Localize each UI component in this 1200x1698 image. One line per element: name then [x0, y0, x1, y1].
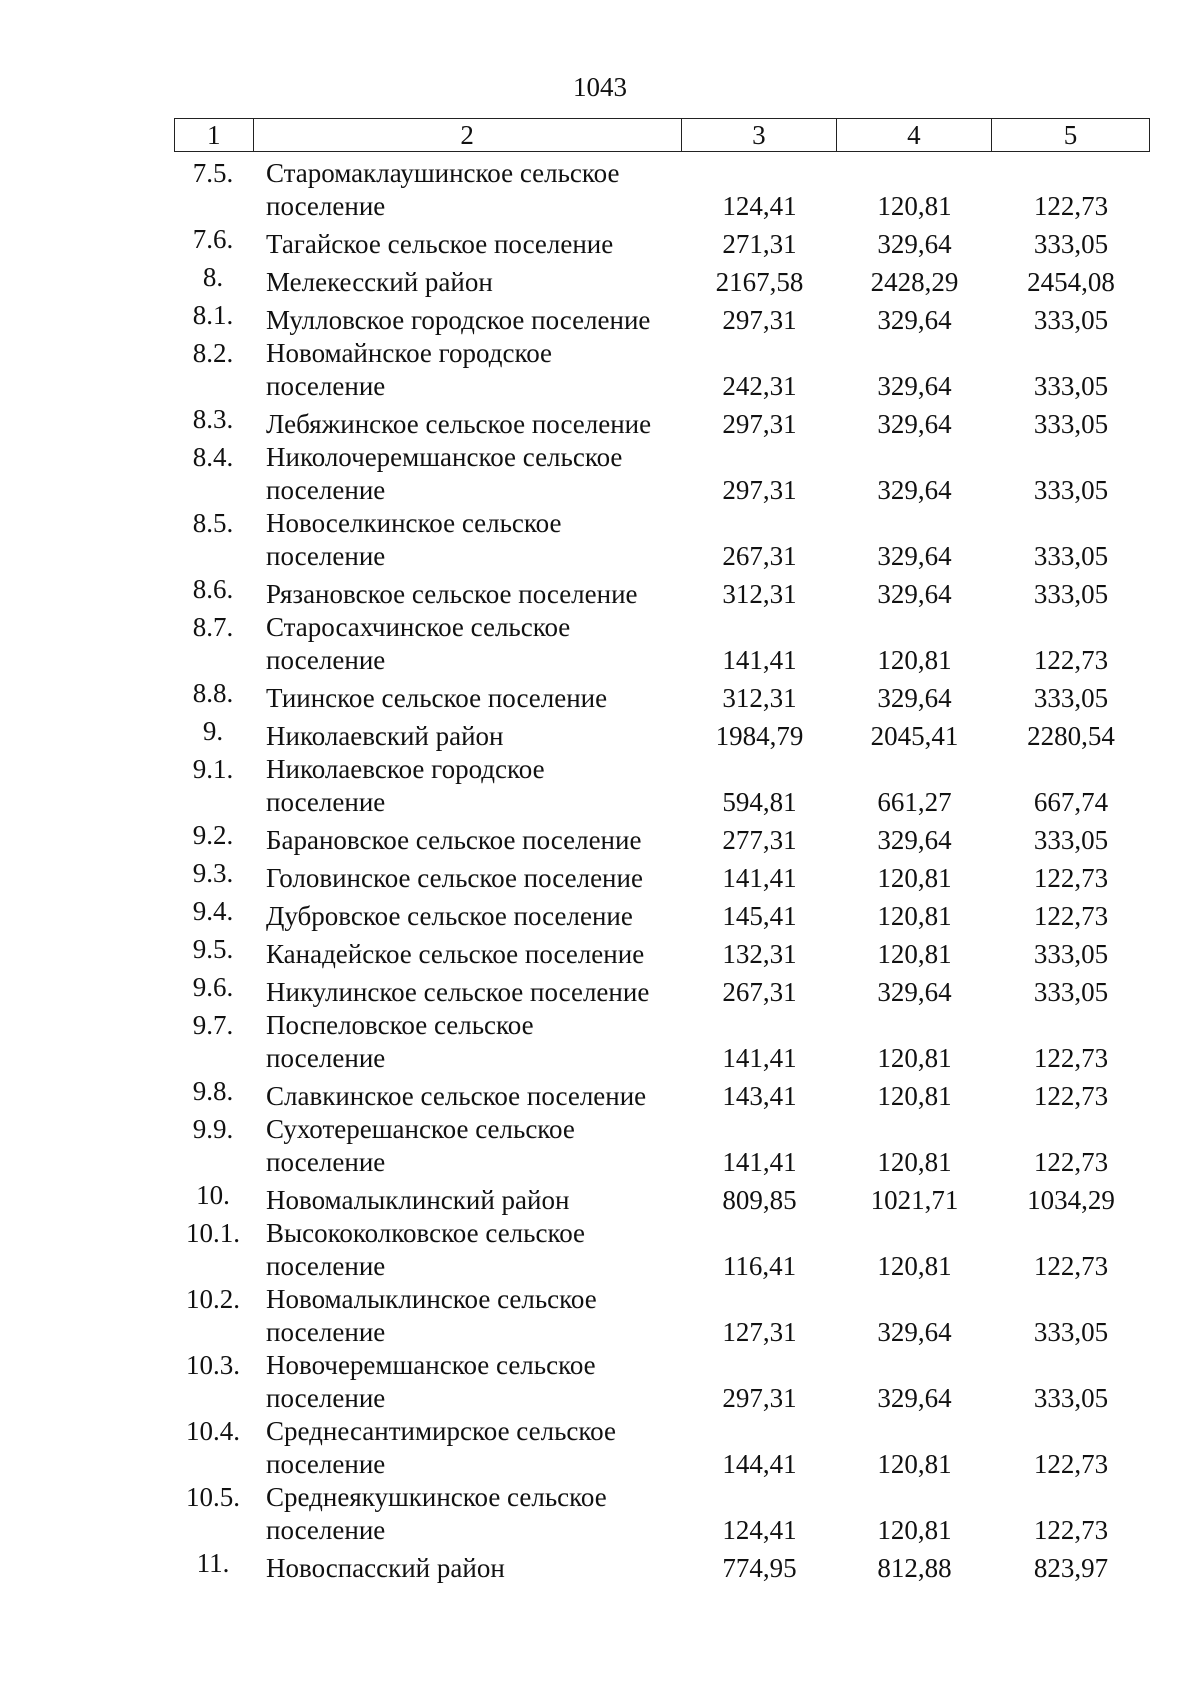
- table-row: [174, 1283, 1150, 1349]
- row-value-c5: 122,73: [1033, 1251, 1109, 1281]
- row-number: 9.1.: [192, 754, 234, 784]
- table-header: [174, 118, 1150, 152]
- row-value-c4: 120,81: [877, 901, 952, 931]
- row-number: 9.6.: [192, 972, 234, 1002]
- row-value-c5: 122,73: [1033, 1449, 1109, 1479]
- row-value-c3: 127,31: [722, 1317, 797, 1347]
- row-number: 8.1.: [192, 300, 234, 330]
- row-name-line: Николочеремшанское сельское: [266, 442, 623, 472]
- row-value-c5: 667,74: [1033, 787, 1109, 817]
- row-number: 9.: [202, 716, 224, 746]
- row-value-c3: 124,41: [722, 1515, 797, 1545]
- row-value-c4: 329,64: [877, 409, 952, 439]
- row-value-c5: 333,05: [1033, 939, 1109, 969]
- row-value-c4: 120,81: [877, 939, 952, 969]
- table-row: [174, 441, 1150, 507]
- row-value-c5: 333,05: [1033, 229, 1109, 259]
- row-name-line: поселение: [266, 371, 386, 401]
- row-name: [252, 1217, 682, 1283]
- row-value-c3: 297,31: [722, 305, 797, 335]
- row-number: 10.5.: [186, 1482, 240, 1512]
- row-value-c4: 1021,71: [870, 1185, 959, 1215]
- row-value-c3: 143,41: [722, 1081, 797, 1111]
- row-name-line: поселение: [266, 1383, 386, 1413]
- row-number: 10.3.: [186, 1350, 240, 1380]
- row-value-c4: 120,81: [877, 863, 952, 893]
- table-row: [174, 1217, 1150, 1283]
- row-value-c4: 2045,41: [870, 721, 959, 751]
- table-row: [174, 1179, 1150, 1217]
- row-value-c5: 1034,29: [1027, 1185, 1115, 1215]
- row-value-c3: 312,31: [722, 683, 797, 713]
- row-name: [252, 266, 682, 299]
- row-number: 8.3.: [192, 404, 234, 434]
- row-number: 7.6.: [192, 224, 234, 254]
- row-value-c5: 122,73: [1033, 1043, 1109, 1073]
- row-name: [252, 1552, 682, 1585]
- row-value-c3: 141,41: [722, 1147, 797, 1177]
- row-name-line: поселение: [266, 1251, 386, 1281]
- row-value-c4: 329,64: [877, 1317, 952, 1347]
- row-number: 10.: [196, 1180, 230, 1210]
- row-name-line: Новомалыклинское сельское: [266, 1284, 597, 1314]
- row-name-line: Новоспасский район: [266, 1553, 505, 1583]
- table-row: [174, 715, 1150, 753]
- row-name-line: Николаевский район: [266, 721, 504, 751]
- table-row: [174, 1415, 1150, 1481]
- row-value-c4: 120,81: [877, 1251, 952, 1281]
- row-value-c4: 329,64: [877, 977, 952, 1007]
- row-value-c3: 594,81: [722, 787, 797, 817]
- table-row: [174, 971, 1150, 1009]
- row-name: [252, 900, 682, 933]
- row-name: [252, 1481, 682, 1547]
- row-name-line: Среднеякушкинское сельское: [266, 1482, 607, 1512]
- row-name: [252, 1415, 682, 1481]
- row-number: 8.: [202, 262, 224, 292]
- row-name: [252, 611, 682, 677]
- row-number: 8.7.: [192, 612, 234, 642]
- row-name-line: Рязановское сельское поселение: [266, 579, 638, 609]
- page-number: 1043: [573, 72, 627, 102]
- row-name: [252, 157, 682, 223]
- table-row: [174, 157, 1150, 223]
- table-row: [174, 1349, 1150, 1415]
- row-value-c4: 120,81: [877, 191, 952, 221]
- row-value-c5: 333,05: [1033, 977, 1109, 1007]
- row-name-line: Мулловское городское поселение: [266, 305, 651, 335]
- row-value-c3: 242,31: [722, 371, 797, 401]
- row-value-c3: 312,31: [722, 579, 797, 609]
- row-name-line: Старомаклаушинское сельское: [266, 158, 620, 188]
- table-row: [174, 1547, 1150, 1585]
- table-row: [174, 611, 1150, 677]
- row-value-c4: 661,27: [877, 787, 952, 817]
- row-number: 11.: [196, 1548, 230, 1578]
- header-col-2: 2: [253, 119, 681, 152]
- row-value-c3: 267,31: [722, 977, 797, 1007]
- row-value-c3: 2167,58: [715, 267, 804, 297]
- row-value-c4: 329,64: [877, 683, 952, 713]
- row-name-line: поселение: [266, 645, 386, 675]
- row-value-c3: 144,41: [722, 1449, 797, 1479]
- table-row: [174, 895, 1150, 933]
- row-value-c5: 333,05: [1033, 825, 1109, 855]
- row-value-c5: 122,73: [1033, 901, 1109, 931]
- table-row: [174, 857, 1150, 895]
- row-value-c5: 333,05: [1033, 1317, 1109, 1347]
- row-value-c3: 145,41: [722, 901, 797, 931]
- row-value-c5: 333,05: [1033, 683, 1109, 713]
- row-number: 10.2.: [186, 1284, 240, 1314]
- row-value-c3: 809,85: [722, 1185, 797, 1215]
- row-value-c4: 120,81: [877, 1081, 952, 1111]
- table-row: [174, 261, 1150, 299]
- table-body: [174, 157, 1150, 1585]
- row-name-line: Мелекесский район: [266, 267, 493, 297]
- row-number: 8.5.: [192, 508, 234, 538]
- table-row: [174, 1481, 1150, 1547]
- row-value-c5: 122,73: [1033, 1515, 1109, 1545]
- row-value-c3: 297,31: [722, 1383, 797, 1413]
- row-number: 9.4.: [192, 896, 234, 926]
- row-number: 9.3.: [192, 858, 234, 888]
- row-name-line: Новочеремшанское сельское: [266, 1350, 596, 1380]
- row-value-c4: 120,81: [877, 1043, 952, 1073]
- row-name: [252, 304, 682, 337]
- row-name: [252, 578, 682, 611]
- row-name-line: Славкинское сельское поселение: [266, 1081, 647, 1111]
- row-value-c4: 120,81: [877, 1147, 952, 1177]
- row-value-c5: 333,05: [1033, 305, 1109, 335]
- row-number: 9.9.: [192, 1114, 234, 1144]
- row-value-c5: 122,73: [1033, 645, 1109, 675]
- row-name-line: поселение: [266, 1147, 386, 1177]
- row-name-line: Барановское сельское поселение: [266, 825, 642, 855]
- row-value-c4: 120,81: [877, 1449, 952, 1479]
- row-value-c5: 122,73: [1033, 1081, 1109, 1111]
- row-value-c3: 277,31: [722, 825, 797, 855]
- row-name-line: поселение: [266, 1449, 386, 1479]
- row-value-c3: 116,41: [722, 1251, 797, 1281]
- row-name: [252, 938, 682, 971]
- table-row: [174, 1009, 1150, 1075]
- row-value-c3: 297,31: [722, 475, 797, 505]
- row-name-line: Новомалыклинский район: [266, 1185, 570, 1215]
- row-name: [252, 753, 682, 819]
- row-number: 7.5.: [192, 158, 234, 188]
- table-row: [174, 1075, 1150, 1113]
- row-value-c5: 333,05: [1033, 409, 1109, 439]
- row-value-c5: 333,05: [1033, 371, 1109, 401]
- row-value-c5: 2280,54: [1027, 721, 1115, 751]
- row-name-line: Сухотерешанское сельское: [266, 1114, 575, 1144]
- row-value-c4: 329,64: [877, 1383, 952, 1413]
- row-name: [252, 862, 682, 895]
- table-row: [174, 677, 1150, 715]
- row-name: [252, 1113, 682, 1179]
- row-name-line: Новоселкинское сельское: [266, 508, 562, 538]
- row-value-c4: 329,64: [877, 475, 952, 505]
- row-value-c5: 122,73: [1033, 191, 1109, 221]
- row-name-line: поселение: [266, 1317, 386, 1347]
- header-col-4: 4: [836, 119, 991, 152]
- row-value-c3: 774,95: [722, 1553, 797, 1583]
- row-value-c3: 141,41: [722, 863, 797, 893]
- row-name-line: Лебяжинское сельское поселение: [266, 409, 652, 439]
- row-name: [252, 1080, 682, 1113]
- row-name-line: Старосахчинское сельское: [266, 612, 571, 642]
- table-row: [174, 933, 1150, 971]
- row-value-c4: 120,81: [877, 1515, 952, 1545]
- row-name-line: поселение: [266, 1515, 386, 1545]
- row-value-c5: 333,05: [1033, 1383, 1109, 1413]
- row-value-c5: 823,97: [1033, 1553, 1109, 1583]
- row-value-c4: 329,64: [877, 371, 952, 401]
- row-value-c5: 2454,08: [1027, 267, 1115, 297]
- row-number: 9.5.: [192, 934, 234, 964]
- row-number: 10.1.: [186, 1218, 240, 1248]
- row-value-c5: 333,05: [1033, 475, 1109, 505]
- row-value-c3: 1984,79: [715, 721, 804, 751]
- row-value-c4: 329,64: [877, 305, 952, 335]
- header-col-3: 3: [681, 119, 836, 152]
- table-row: [174, 403, 1150, 441]
- row-name-line: Высококолковское сельское: [266, 1218, 586, 1248]
- row-name: [252, 976, 682, 1009]
- row-value-c5: 333,05: [1033, 579, 1109, 609]
- row-number: 9.7.: [192, 1010, 234, 1040]
- row-name-line: Среднесантимирское сельское: [266, 1416, 616, 1446]
- row-value-c4: 329,64: [877, 541, 952, 571]
- table-row: [174, 507, 1150, 573]
- row-name: [252, 228, 682, 261]
- row-name-line: поселение: [266, 1043, 386, 1073]
- row-name-line: Дубровское сельское поселение: [266, 901, 633, 931]
- row-number: 8.6.: [192, 574, 234, 604]
- table-row: [174, 223, 1150, 261]
- row-value-c5: 333,05: [1033, 541, 1109, 571]
- row-value-c3: 297,31: [722, 409, 797, 439]
- row-name: [252, 1009, 682, 1075]
- row-name-line: Николаевское городское: [266, 754, 545, 784]
- row-value-c3: 267,31: [722, 541, 797, 571]
- row-value-c3: 132,31: [722, 939, 797, 969]
- row-name: [252, 337, 682, 403]
- row-value-c4: 329,64: [877, 579, 952, 609]
- row-value-c4: 2428,29: [870, 267, 959, 297]
- row-name: [252, 1349, 682, 1415]
- table-row: [174, 819, 1150, 857]
- row-value-c4: 329,64: [877, 825, 952, 855]
- row-number: 10.4.: [186, 1416, 240, 1446]
- header-col-1: 1: [175, 119, 254, 152]
- row-name: [252, 720, 682, 753]
- row-value-c5: 122,73: [1033, 863, 1109, 893]
- row-name: [252, 441, 682, 507]
- row-value-c4: 812,88: [877, 1553, 952, 1583]
- row-name: [252, 1283, 682, 1349]
- table-row: [174, 337, 1150, 403]
- row-name: [252, 1184, 682, 1217]
- row-name-line: поселение: [266, 787, 386, 817]
- row-value-c5: 122,73: [1033, 1147, 1109, 1177]
- row-value-c3: 124,41: [722, 191, 797, 221]
- row-number: 8.4.: [192, 442, 234, 472]
- table-row: [174, 1113, 1150, 1179]
- row-number: 9.8.: [192, 1076, 234, 1106]
- row-number: 8.2.: [192, 338, 234, 368]
- header-col-5: 5: [991, 119, 1149, 152]
- row-number: 9.2.: [192, 820, 234, 850]
- row-name-line: Поспеловское сельское: [266, 1010, 534, 1040]
- table-row: [174, 573, 1150, 611]
- row-name-line: Головинское сельское поселение: [266, 863, 643, 893]
- row-name: [252, 682, 682, 715]
- row-name-line: поселение: [266, 475, 386, 505]
- table-row: [174, 299, 1150, 337]
- row-name-line: Никулинское сельское поселение: [266, 977, 650, 1007]
- row-name-line: Тиинское сельское поселение: [266, 683, 608, 713]
- row-name-line: поселение: [266, 541, 386, 571]
- table-row: [174, 753, 1150, 819]
- row-name: [252, 507, 682, 573]
- row-value-c4: 329,64: [877, 229, 952, 259]
- row-name: [252, 408, 682, 441]
- row-name: [252, 824, 682, 857]
- row-value-c3: 141,41: [722, 645, 797, 675]
- row-number: 8.8.: [192, 678, 234, 708]
- row-value-c3: 141,41: [722, 1043, 797, 1073]
- row-name-line: Канадейское сельское поселение: [266, 939, 645, 969]
- row-name-line: поселение: [266, 191, 386, 221]
- row-value-c3: 271,31: [722, 229, 797, 259]
- row-name-line: Новомайнское городское: [266, 338, 553, 368]
- row-value-c4: 120,81: [877, 645, 952, 675]
- row-name-line: Тагайское сельское поселение: [266, 229, 614, 259]
